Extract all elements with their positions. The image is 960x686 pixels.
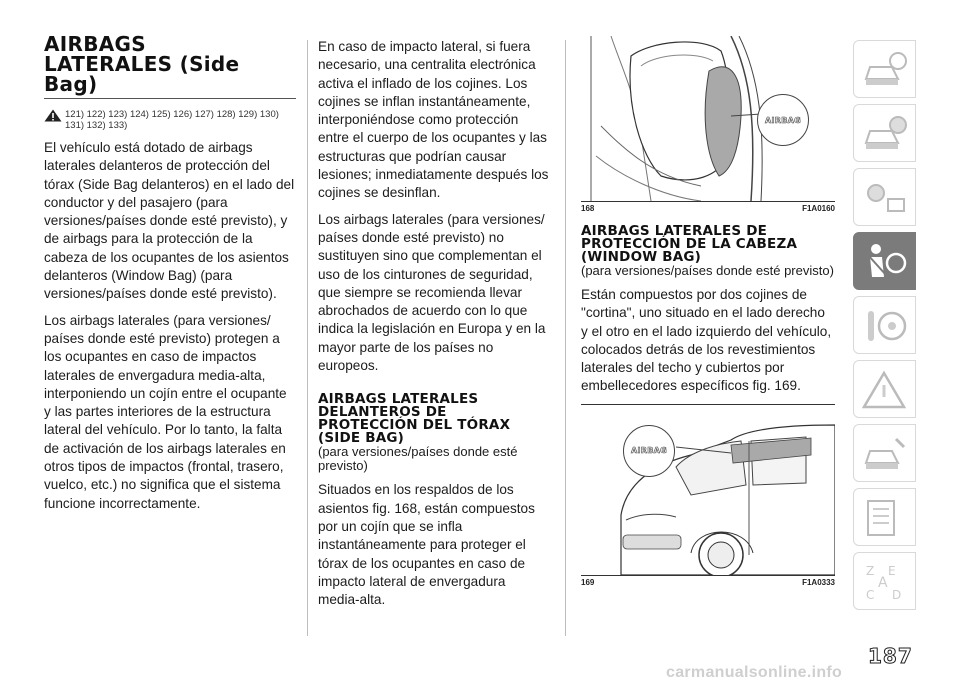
- tab-safety[interactable]: [853, 232, 916, 290]
- tab-index[interactable]: [853, 552, 916, 610]
- steering-wheel-icon: [862, 305, 908, 347]
- van-illustration: [581, 405, 835, 575]
- paragraph: Situados en los respaldos de los asientos fig. 168, están compuestos por un cojín que se infla instantáneamente para proteger el tórax de los ocupantes en caso de impacto lateral de envergadura media-alta.: [318, 482, 535, 608]
- chapter-tabs: [853, 40, 916, 616]
- subsection-note: (para versiones/países donde esté previsto): [318, 444, 518, 474]
- car-info-icon: [862, 113, 908, 155]
- subsection-title: AIRBAGS LATERALES DE PROTECCIÓN DE LA CABEZA (WINDOW BAG): [581, 223, 798, 265]
- figure-code: F1A0333: [802, 577, 835, 587]
- paragraph: Los airbags laterales (para versiones/ países donde esté previsto) no sustituyen sino que complementan el uso de los cinturones de seguridad, que siempre se recomienda llevar abrochados de acuerdo con lo que indica la legislación en Europa y en la mayor parte de los países no europeos.: [318, 211, 546, 374]
- section-title: AIRBAGS LATERALES (Side Bag): [44, 32, 240, 96]
- warning-references: [44, 109, 296, 131]
- svg-text:D: D: [892, 588, 902, 602]
- airbag-badge-text: AIRBAG: [765, 115, 801, 125]
- paragraph: En caso de impacto lateral, si fuera necesario, una centralita electrónica activa el inflado de los cojines. Los cojines se inflan instantáneamente, interponiéndose como protección entre el cuerpo de los ocupantes y las estructuras que podrían causar lesiones; inmediatamente después los cojines se desinflan.: [318, 39, 549, 201]
- alphabetical-index-icon: [862, 561, 908, 603]
- paragraph: Están compuestos por dos cojines de "cortina", uno situado en el lado derecho y el otro en el lado izquierdo del vehículo, colocados detrás de los revestimientos laterales del techo y cubiertos por embellecedores específicos fig. 169.: [581, 287, 832, 394]
- warning-triangle-icon: [862, 369, 908, 411]
- car-service-icon: [862, 433, 908, 475]
- figure-code: F1A0160: [802, 204, 835, 213]
- tab-warning-lights[interactable]: [853, 168, 916, 226]
- reference-numbers: 121) 122) 123) 124) 125) 126) 127) 128) 129) 130) 131) 132) 133): [65, 109, 279, 131]
- airbag-label-badge: [623, 425, 675, 477]
- figure-number: 168: [581, 204, 595, 213]
- airbag-label-badge: [757, 94, 809, 146]
- figure-169: [581, 404, 835, 589]
- tab-emergency[interactable]: [853, 360, 916, 418]
- title-divider: [44, 98, 296, 99]
- tab-dashboard[interactable]: [853, 104, 916, 162]
- seatbelt-airbag-icon: [862, 241, 908, 283]
- tab-maintenance[interactable]: [853, 424, 916, 482]
- seat-airbag-illustration: [581, 36, 835, 201]
- svg-text:A: A: [878, 575, 888, 591]
- figure-168: [581, 36, 835, 215]
- svg-text:C: C: [866, 588, 875, 602]
- svg-text:E: E: [888, 564, 896, 578]
- tab-knowing-vehicle[interactable]: [853, 40, 916, 98]
- watermark: carmanualsonline.info: [666, 664, 843, 681]
- paragraph: El vehículo está dotado de airbags laterales delanteros de protección del tórax (Side Bag delanteros) en el lado del conductor y del pasajero (para versiones/países donde esté previsto), y de airbags para la protección de la cabeza de los ocupantes de los asientos delanteros (Window Bag) (para versiones/países donde esté previsto).: [44, 140, 295, 302]
- airbag-badge-text: AIRBAG: [631, 446, 667, 456]
- figure-caption: [581, 201, 835, 215]
- svg-text:Z: Z: [866, 564, 875, 578]
- column-divider: [307, 40, 308, 636]
- paragraph: Los airbags laterales (para versiones/ países donde esté previsto) protegen a los ocupantes en caso de impactos laterales de envergadura media-alta, interponiendo un cojín entre el ocupante y las partes interiores de la estructura lateral del vehículo. Por lo tanto, la falta de activación de los airbags laterales en otros tipos de impactos (frontal, trasero, vuelco, etc.) no significa que el sistema funcione incorrectamente.: [44, 312, 287, 511]
- column-2: [318, 38, 550, 617]
- subsection-title: AIRBAGS LATERALES DELANTEROS DE PROTECCIÓN DEL TÓRAX (SIDE BAG): [318, 391, 511, 447]
- column-3: [581, 36, 835, 589]
- warning-triangle-icon: [44, 109, 62, 122]
- page-number: 187: [868, 644, 913, 668]
- figure-number: 169: [581, 577, 595, 587]
- tab-driving[interactable]: [853, 296, 916, 354]
- figure-caption: [581, 575, 835, 589]
- tab-technical-data[interactable]: [853, 488, 916, 546]
- column-divider: [565, 40, 566, 636]
- car-info-icon: [862, 49, 908, 91]
- column-1: [44, 34, 296, 521]
- van-window-airbag-illustration: [581, 405, 835, 575]
- dashboard-lights-icon: [862, 177, 908, 219]
- specifications-list-icon: [862, 497, 908, 539]
- subsection-note: (para versiones/países donde esté previsto): [581, 263, 834, 278]
